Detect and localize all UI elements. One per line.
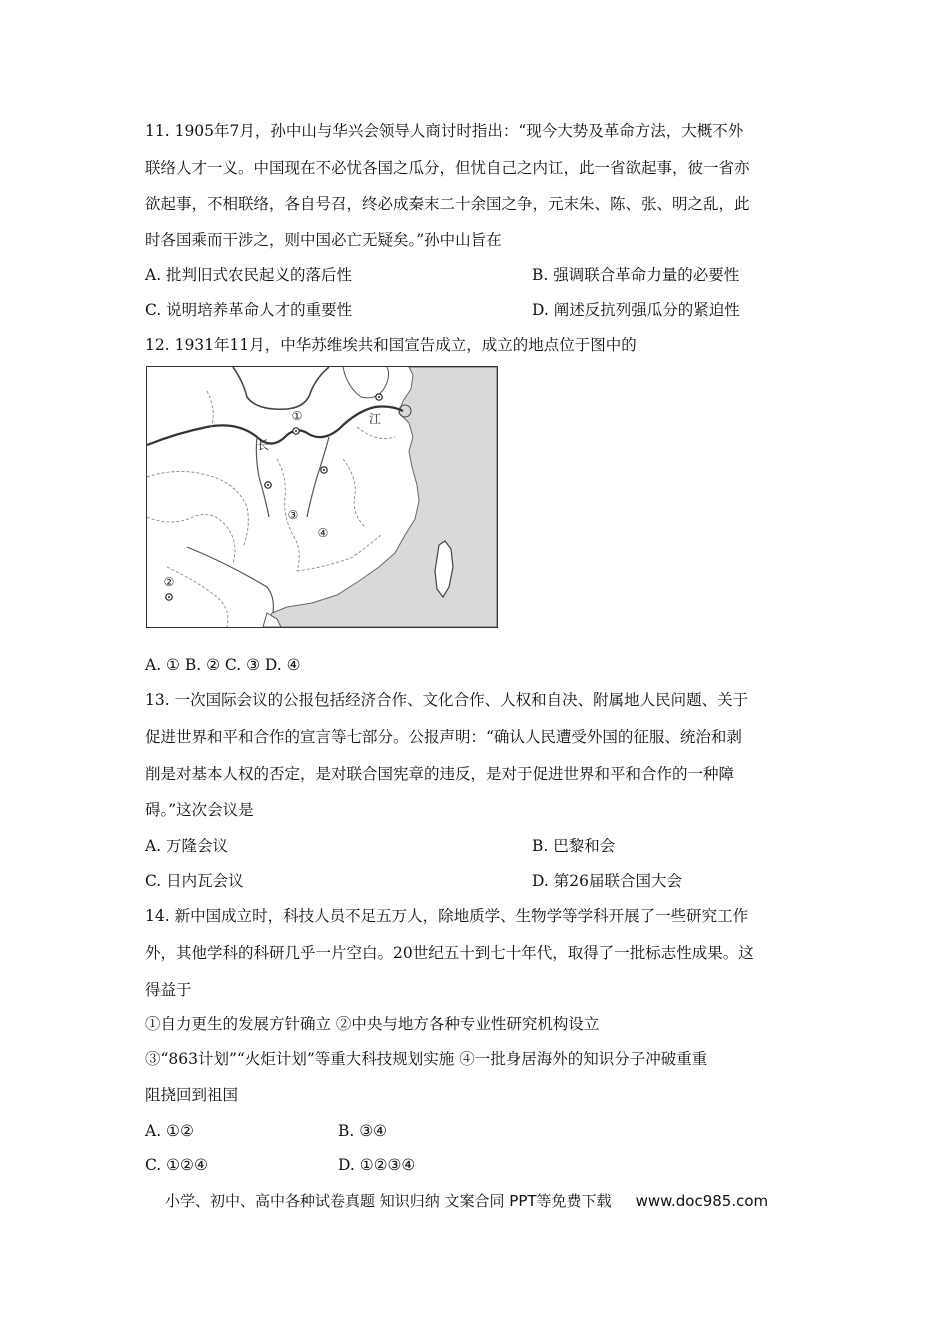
q11-option-d: D. 阐述反抗列强瓜分的紧迫性 xyxy=(532,301,740,319)
q14-option-b: B. ③④ xyxy=(338,1122,388,1140)
q11-option-a: A. 批判旧式农民起义的落后性 xyxy=(145,266,353,284)
q14-stem-line-3: 得益于 xyxy=(145,981,192,999)
map-label-1: ① xyxy=(291,409,303,423)
map-drawing xyxy=(147,367,497,627)
q13-option-d: D. 第26届联合国大会 xyxy=(532,872,682,890)
southeast-china-map xyxy=(146,366,498,628)
q13-option-b: B. 巴黎和会 xyxy=(532,837,616,855)
q14-statement-1-2: ①自力更生的发展方针确立 ②中央与地方各种专业性研究机构设立 xyxy=(145,1015,600,1033)
province-boundary xyxy=(233,367,329,409)
q11-option-b: B. 强调联合革命力量的必要性 xyxy=(532,266,740,284)
city-marker-dots xyxy=(168,396,380,598)
river-label-chang: 长 xyxy=(256,438,270,452)
q14-statement-3-4: ③“863计划”“火炬计划”等重大科技规划实施 ④一批身居海外的知识分子冲破重重 xyxy=(145,1050,708,1068)
q13-option-c: C. 日内瓦会议 xyxy=(145,872,244,890)
q14-option-a: A. ①② xyxy=(145,1122,194,1140)
q14-stem-line-2: 外，其他学科的科研几乎一片空白。20世纪五十到七十年代，取得了一批标志性成果。这 xyxy=(145,944,754,962)
province-boundary xyxy=(343,367,389,398)
map-label-3: ③ xyxy=(287,508,299,522)
q13-stem-line-4: 碍。”这次会议是 xyxy=(145,801,254,819)
q11-stem-line-3: 欲起事，不相联络，各自号召，终必成秦末二十余国之争，元末朱、陈、张、明之乱，此 xyxy=(145,195,750,213)
q14-stem-line-1: 14. 新中国成立时，科技人员不足五万人，除地质学、生物学等学科开展了一些研究工作 xyxy=(145,907,749,925)
footer-text: 小学、初中、高中各种试卷真题 知识归纳 文案合同 PPT等免费下载 xyxy=(165,1192,612,1210)
q11-stem-line-2: 联络人才一义。中国现在不必忧各国之瓜分，但忧自己之内讧，此一省欲起事，彼一省亦 xyxy=(145,159,750,177)
q11-stem-line-1: 11. 1905年7月，孙中山与华兴会领导人商讨时指出：“现今大势及革命方法，大概不外 xyxy=(145,122,744,140)
q14-statement-4-cont: 阻挠回到祖国 xyxy=(145,1086,239,1104)
yangtze-river xyxy=(147,407,403,446)
q13-stem-line-1: 13. 一次国际会议的公报包括经济合作、文化合作、人权和自决、附属地人民问题、关于 xyxy=(145,691,749,709)
q12-options: A. ① B. ② C. ③ D. ④ xyxy=(145,656,301,674)
q11-stem-line-4: 时各国乘而干涉之，则中国必亡无疑矣。”孙中山旨在 xyxy=(145,231,502,249)
footer-url-link[interactable]: www.doc985.com xyxy=(635,1192,769,1210)
map-label-4: ④ xyxy=(317,526,329,540)
river-label-jiang: 江 xyxy=(368,412,382,426)
q13-option-a: A. 万隆会议 xyxy=(145,837,229,855)
gan-river xyxy=(307,437,329,517)
city-markers xyxy=(163,394,382,600)
q14-option-c: C. ①②④ xyxy=(145,1156,208,1174)
q13-stem-line-3: 削是对基本人权的否定，是对联合国宪章的违反，是对于促进世界和平和合作的一种障 xyxy=(145,765,735,783)
q12-stem: 12. 1931年11月，中华苏维埃共和国宣告成立，成立的地点位于图中的 xyxy=(145,336,637,354)
q13-stem-line-2: 促进世界和平和合作的宣言等七部分。公报声明：“确认人民遭受外国的征服、统治和剥 xyxy=(145,728,742,746)
map-label-2: ② xyxy=(163,575,175,589)
q14-option-d: D. ①②③④ xyxy=(338,1156,416,1174)
q11-option-c: C. 说明培养革命人才的重要性 xyxy=(145,301,353,319)
pearl-river xyxy=(187,547,273,613)
page-footer xyxy=(165,1191,768,1211)
